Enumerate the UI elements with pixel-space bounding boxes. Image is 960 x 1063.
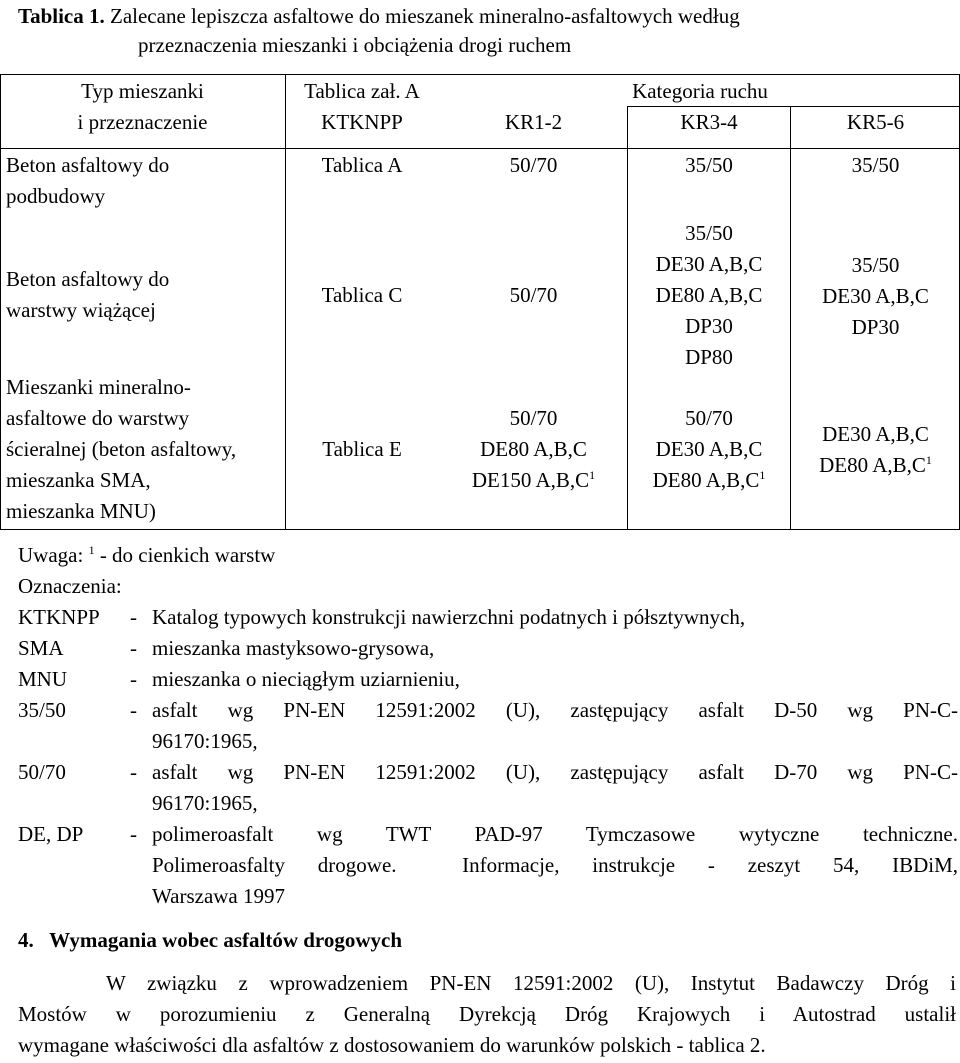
row1-type (6, 150, 284, 212)
binder-table (0, 74, 960, 529)
row2-kr3-line: DP30 (685, 314, 733, 338)
caption-label: Tablica 1. (18, 4, 105, 28)
legend-desc-line: asfalt wg PN-EN 12591:2002 (U), zastępujący asfalt D-70 wg PN-C- (152, 760, 958, 784)
uwaga-mark: 1 (88, 543, 95, 557)
legend-desc (152, 757, 958, 819)
legend-desc-line: polimeroasfalt wg TWT PAD-97 Tymczasowe wytyczne techniczne. (152, 822, 958, 846)
notes-block (18, 540, 958, 912)
legend-desc-line: Katalog typowych konstrukcji nawierzchni podatnych i półsztywnych, (152, 605, 746, 629)
row3-kr1-value: DE150 A,B,C (471, 468, 590, 492)
legend-item (18, 757, 958, 819)
row3-kr1-line (440, 465, 627, 496)
row3-kr1-line: DE80 A,B,C (480, 437, 587, 461)
row1-kr1: 50/70 (509, 153, 558, 177)
section-title: Wymagania wobec asfaltów drogowych (49, 928, 403, 952)
legend-abbr: KTKNPP (18, 605, 100, 629)
legend-item (18, 602, 958, 633)
row2-type-line: Beton asfaltowy do (6, 267, 170, 291)
table-border-left (0, 74, 1, 530)
legend-desc-line: 96170:1965, (152, 791, 258, 815)
footnote-mark: 1 (925, 453, 932, 467)
row2-kr3-line: DE80 A,B,C (655, 283, 763, 307)
row2-kr3-line: DP80 (685, 345, 733, 369)
header-kr1: KR1-2 (504, 110, 563, 134)
uwaga-text: - do cienkich warstw (99, 543, 276, 567)
paragraph-line: wymagane właściwości dla asfaltów z dostosowaniem do warunków polskich - tablica 2. (18, 1033, 766, 1057)
header-tab (286, 76, 438, 138)
legend-dash: - (130, 636, 137, 660)
header-kr5: KR5-6 (846, 110, 905, 134)
legend-desc-line: mieszanka o nieciągłym uziarnieniu, (152, 667, 460, 691)
row2-kr5 (791, 250, 960, 343)
row3-kr1 (440, 403, 627, 496)
row3-type-line: mieszanka SMA, (6, 468, 151, 492)
row3-kr5-value: DE80 A,B,C (819, 453, 926, 477)
row3-kr5 (791, 419, 960, 481)
header-category: Kategoria ruchu (632, 79, 768, 103)
row2-kr3 (628, 218, 790, 373)
legend-desc-line: 96170:1965, (152, 729, 258, 753)
legend-desc (152, 633, 958, 664)
row2-kr3-line: DE30 A,B,C (655, 252, 763, 276)
legend-dash: - (130, 822, 137, 846)
legend-desc (152, 819, 958, 912)
row2-kr3-line: 35/50 (685, 221, 733, 245)
section-heading (18, 928, 402, 953)
row2-kr5-line: DP30 (851, 315, 900, 339)
legend-dash: - (130, 698, 137, 722)
row3-kr3-line: DE30 A,B,C (655, 437, 763, 461)
row2-tab: Tablica C (321, 283, 403, 307)
legend-item (18, 695, 958, 757)
row1-type-line: Beton asfaltowy do (6, 153, 170, 177)
row3-type-line: asfaltowe do warstwy (6, 406, 190, 430)
row2-type-line: warstwy wiążącej (6, 298, 156, 322)
legend-abbr: 50/70 (18, 760, 66, 784)
paragraph-line: Mostów w porozumieniu z Generalną Dyrekcją Dróg Krajowych i Autostrad ustalił (18, 1002, 956, 1026)
uwaga-note (18, 540, 958, 571)
table-border-top (0, 74, 960, 75)
legend-desc-line: Warszawa 1997 (152, 884, 286, 908)
oznaczenia-heading: Oznaczenia: (18, 574, 122, 598)
row3-kr3-line (628, 465, 790, 496)
caption-line1: Zalecane lepiszcza asfaltowe do mieszanek mineralno-asfaltowych według (110, 4, 740, 28)
table-border-bottom (0, 529, 960, 530)
row3-type-line: mieszanka MNU) (6, 499, 156, 523)
footnote-mark: 1 (759, 468, 766, 482)
legend-dash: - (130, 605, 137, 629)
row1-type-line: podbudowy (6, 184, 106, 208)
row2-kr5-line: DE30 A,B,C (822, 284, 929, 308)
legend-desc (152, 695, 958, 757)
row3-type-line: Mieszanki mineralno- (6, 375, 191, 399)
row1-kr5: 35/50 (851, 153, 900, 177)
section-number: 4. (18, 928, 34, 952)
row3-kr5-line (791, 450, 960, 481)
header-kr3: KR3-4 (680, 110, 738, 134)
legend-abbr: 35/50 (18, 698, 66, 722)
legend-item (18, 633, 958, 664)
row3-kr5-line: DE30 A,B,C (822, 422, 929, 446)
row3-tab: Tablica E (322, 437, 402, 461)
legend-abbr: MNU (18, 667, 68, 691)
legend-desc-line: Polimeroasfalty drogowe. Informacje, instrukcje - zeszyt 54, IBDiM, (152, 853, 958, 877)
legend-abbr: DE, DP (18, 822, 84, 846)
legend-desc (152, 664, 958, 695)
row1-tab: Tablica A (321, 153, 403, 177)
uwaga-label: Uwaga: (18, 543, 84, 567)
footnote-mark: 1 (589, 468, 596, 482)
legend-item (18, 664, 958, 695)
legend-dash: - (130, 667, 137, 691)
row3-kr1-line: 50/70 (509, 406, 558, 430)
legend-desc-line: asfalt wg PN-EN 12591:2002 (U), zastępujący asfalt D-50 wg PN-C- (152, 698, 958, 722)
row3-type-line: ścieralnej (beton asfaltowy, (6, 437, 237, 461)
legend-dash: - (130, 760, 137, 784)
row2-type (6, 264, 284, 326)
header-tab-line2: KTKNPP (321, 110, 403, 134)
header-type-line1: Typ mieszanki (81, 79, 204, 103)
header-tab-line1: Tablica zał. A (304, 79, 420, 103)
caption-line2: przeznaczenia mieszanki i obciążenia drogi ruchem (138, 33, 572, 57)
row3-kr3-value: DE80 A,B,C (652, 468, 760, 492)
table-header-divider (0, 148, 960, 149)
table-caption (18, 2, 948, 60)
legend-desc-line: mieszanka mastyksowo-grysowa, (152, 636, 435, 660)
row3-type (6, 372, 286, 527)
row2-kr5-line: 35/50 (851, 253, 900, 277)
row3-kr3 (628, 403, 790, 496)
legend-item (18, 819, 958, 912)
legend-abbr: SMA (18, 636, 64, 660)
header-type-line2: i przeznaczenie (77, 110, 208, 134)
header-type (0, 76, 285, 138)
legend-desc (152, 602, 958, 633)
paragraph-line: W związku z wprowadzeniem PN-EN 12591:2002 (U), Instytut Badawczy Dróg i (106, 971, 956, 995)
row2-kr1: 50/70 (509, 283, 558, 307)
row1-kr3: 35/50 (685, 153, 733, 177)
body-paragraph (18, 968, 956, 1061)
row3-kr3-line: 50/70 (685, 406, 733, 430)
